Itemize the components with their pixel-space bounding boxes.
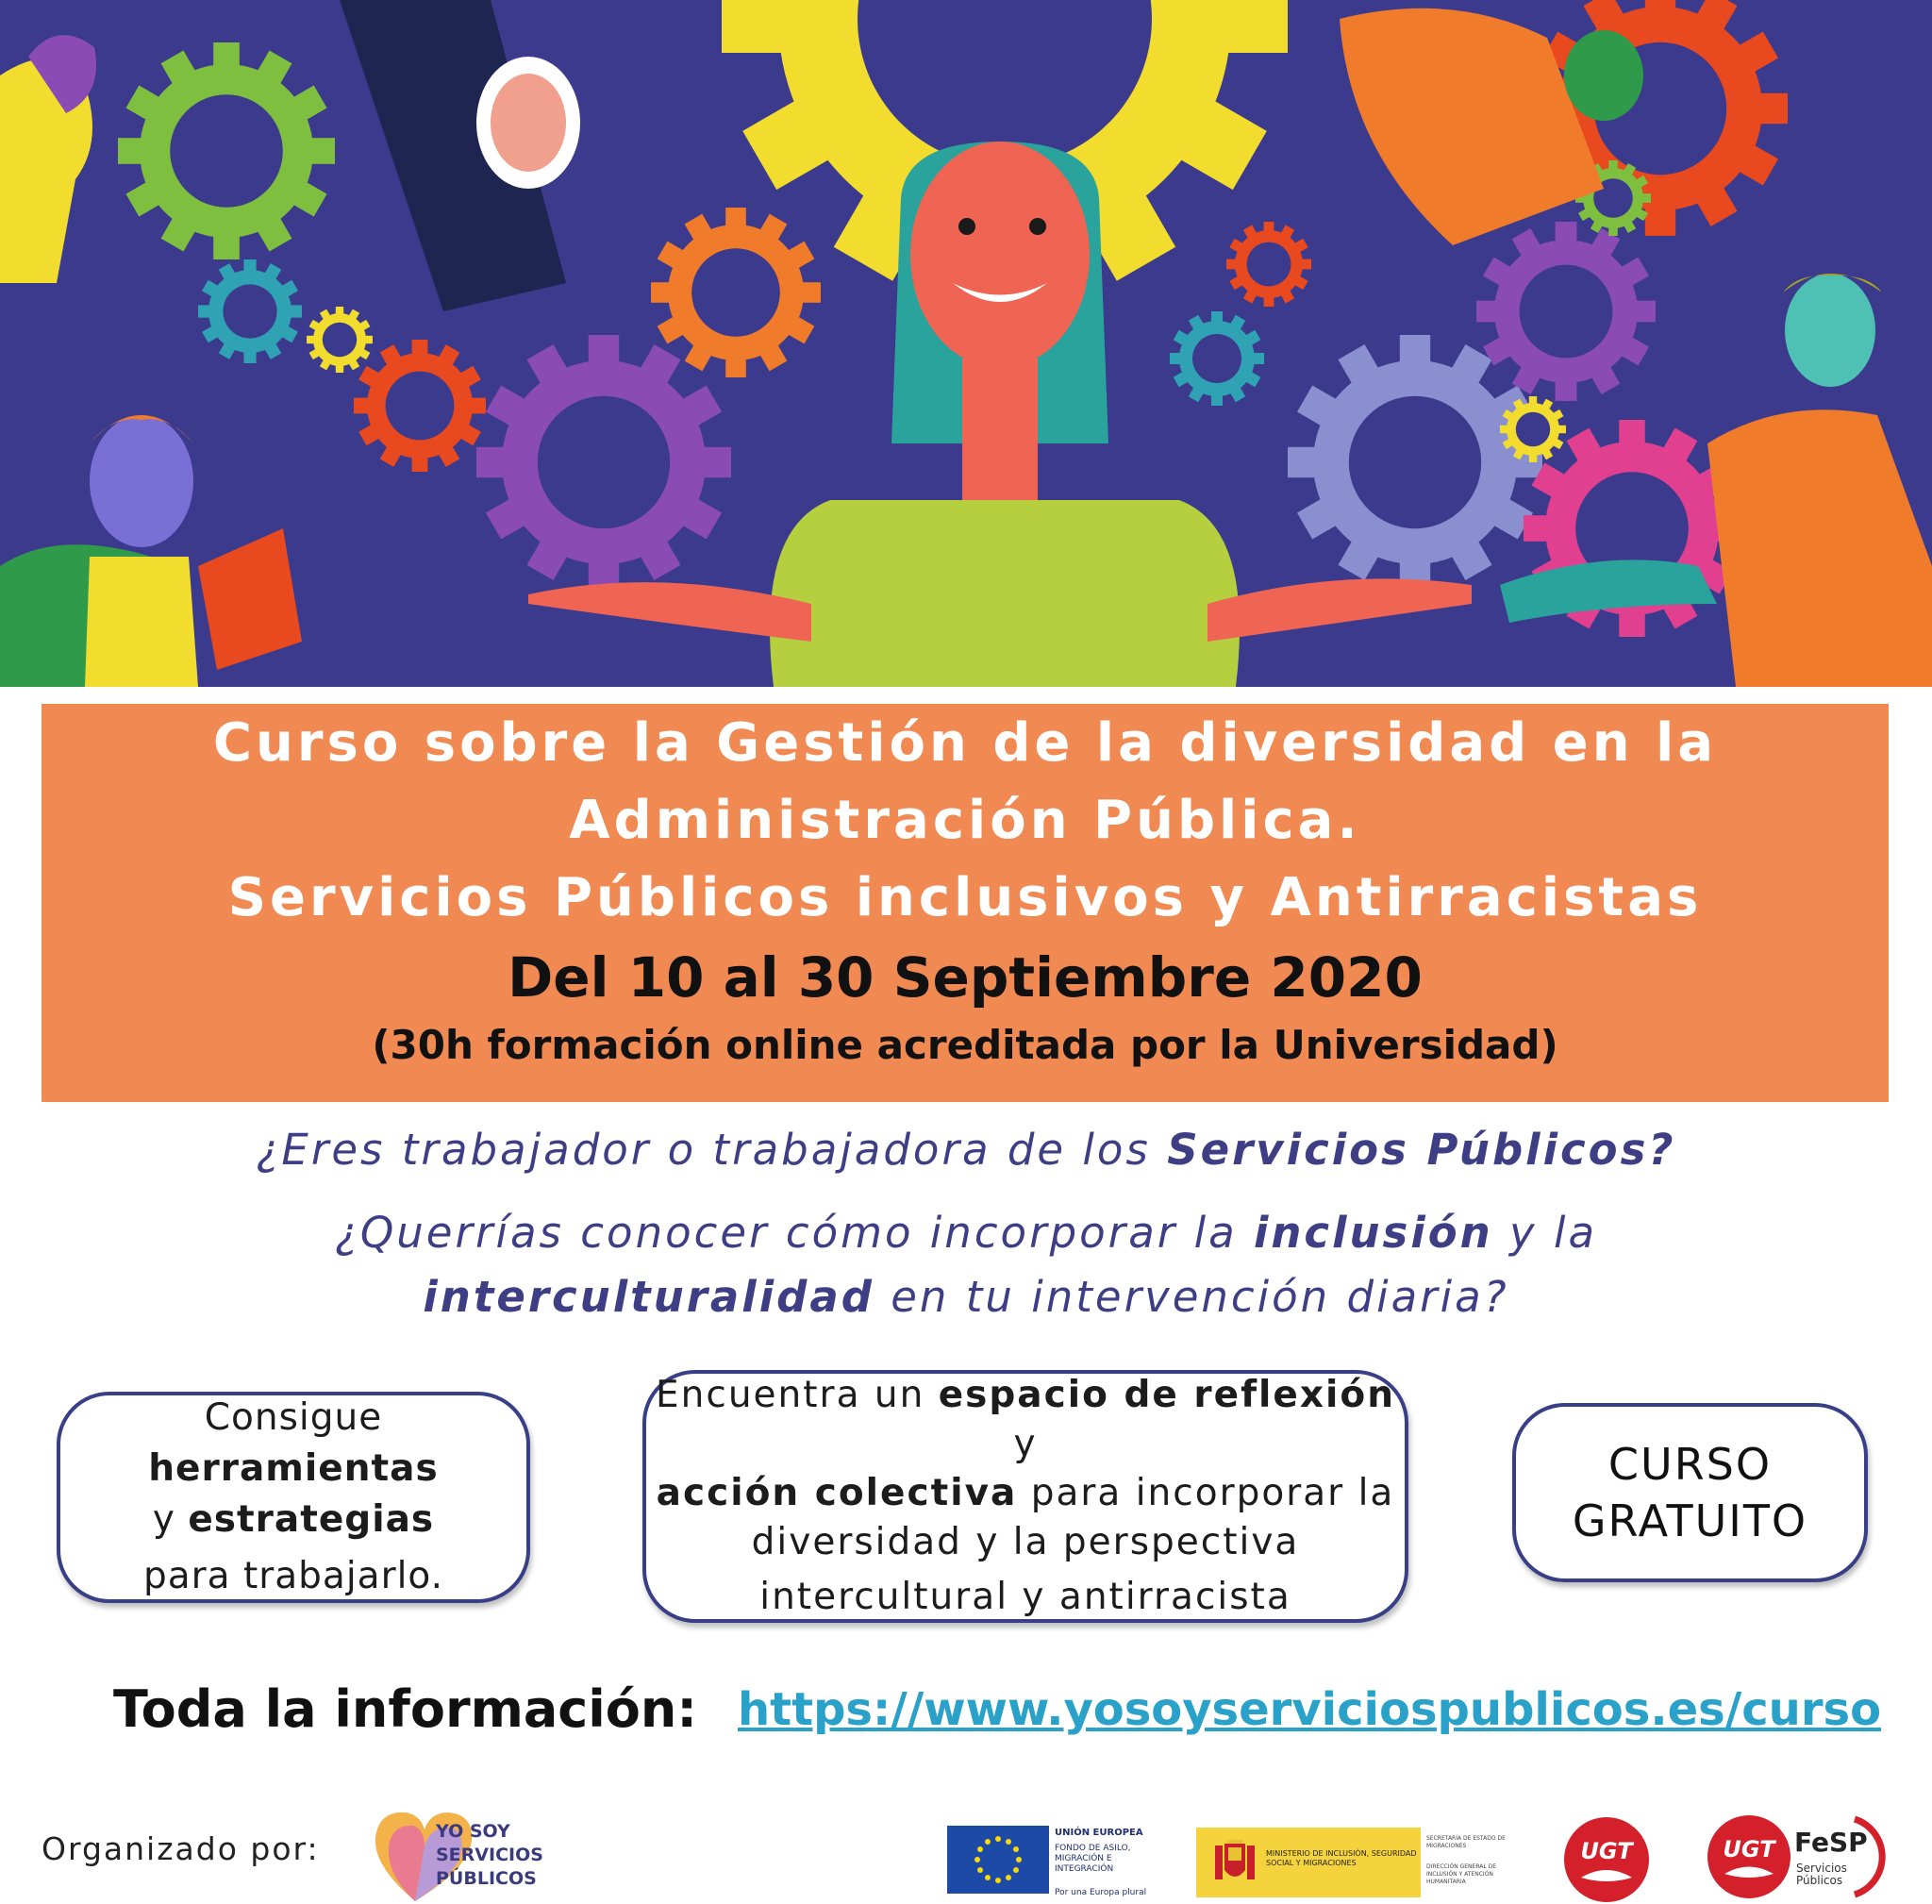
question-text: y la xyxy=(1492,1208,1598,1258)
yosoy-line: YO SOY xyxy=(436,1821,510,1842)
fesp-subtitle xyxy=(1796,1862,1847,1887)
course-title-line-2: Administración Pública. xyxy=(569,790,1361,851)
question-emphasis: interculturalidad xyxy=(423,1272,874,1322)
course-link[interactable]: https://www.yosoyserviciospublicos.es/curso xyxy=(738,1683,1882,1736)
box-emphasis: herramientas xyxy=(148,1447,439,1490)
title-banner xyxy=(42,704,1889,1102)
ugt-wordmark: UGT xyxy=(1723,1836,1775,1862)
spanish-coat-of-arms-icon xyxy=(1211,1838,1258,1887)
tools-box xyxy=(57,1392,530,1603)
tools-line-3: para trabajarlo. xyxy=(142,1555,444,1597)
ugt-wordmark: UGT xyxy=(1580,1838,1633,1864)
box-emphasis: espacio de reflexión xyxy=(938,1374,1395,1416)
question-text: ¿Eres trabajador o trabajadora de los xyxy=(256,1125,1168,1175)
info-label: Toda la información: xyxy=(113,1679,697,1739)
question-text: ¿Querrías conocer cómo incorporar la xyxy=(334,1208,1254,1258)
fesp-wordmark: FeSP xyxy=(1794,1827,1868,1858)
question-inclusion xyxy=(0,1208,1932,1258)
fesp-sub-line: Públicos xyxy=(1796,1874,1843,1887)
secretaria-label: SECRETARÍA DE ESTADO DE MIGRACIONES xyxy=(1426,1835,1506,1849)
course-format: (30h formación online acreditada por la Universidad) xyxy=(372,1022,1558,1068)
box-text: Consigue xyxy=(204,1396,383,1439)
reflection-line-4: intercultural y antirracista xyxy=(759,1576,1291,1618)
reflection-line-1 xyxy=(646,1371,1405,1469)
course-title-line-3: Servicios Públicos inclusivos y Antirracistas xyxy=(227,867,1703,928)
yosoy-line: SERVICIOS xyxy=(436,1845,543,1865)
eu-title: UNIÓN EUROPEA xyxy=(1055,1828,1143,1838)
free-line-2: GRATUITO xyxy=(1572,1495,1808,1546)
free-line-1: CURSO xyxy=(1607,1439,1773,1490)
box-text: y xyxy=(152,1498,189,1541)
eu-logo-text xyxy=(1055,1828,1160,1898)
hero-illustration xyxy=(0,0,1932,687)
box-emphasis: acción colectiva xyxy=(656,1472,1018,1514)
box-emphasis: estrategias xyxy=(188,1498,435,1541)
question-interculturality xyxy=(0,1272,1932,1322)
organized-by-label: Organizado por: xyxy=(42,1830,320,1867)
course-dates: Del 10 al 30 Septiembre 2020 xyxy=(508,945,1423,1010)
question-text: en tu intervención diaria? xyxy=(874,1272,1509,1322)
question-workers xyxy=(0,1125,1932,1175)
eu-flag-icon xyxy=(947,1826,1049,1894)
ministry-name: MINISTERIO DE INCLUSIÓN, SEGURIDAD SOCIAL Y MIGRACIONES xyxy=(1266,1849,1417,1867)
question-emphasis: inclusión xyxy=(1253,1208,1493,1258)
yosoy-line: PÚBLICOS xyxy=(436,1868,537,1889)
box-text: y xyxy=(1013,1423,1038,1465)
tools-line-1 xyxy=(60,1393,526,1495)
direccion-label: DIRECCIÓN GENERAL DE INCLUSIÓN Y ATENCIÓN HUMANITARIA xyxy=(1426,1863,1497,1885)
ugt-logo-icon xyxy=(1562,1815,1651,1904)
eu-fund: FONDO DE ASILO, MIGRACIÓN E INTEGRACIÓN xyxy=(1055,1844,1131,1874)
ministry-secretariat xyxy=(1426,1835,1521,1886)
question-emphasis: Servicios Públicos? xyxy=(1167,1125,1676,1175)
box-text: Encuentra un xyxy=(656,1374,939,1416)
fesp-sub-line: Servicios xyxy=(1796,1862,1847,1875)
course-title-line-1: Curso sobre la Gestión de la diversidad en la xyxy=(212,712,1718,774)
yosoy-logo-text xyxy=(436,1820,543,1891)
eu-slogan: Por una Europa plural xyxy=(1055,1888,1147,1897)
box-text: para incorporar la xyxy=(1017,1472,1395,1514)
reflection-box xyxy=(642,1370,1408,1623)
reflection-line-3: diversidad y la perspectiva xyxy=(751,1521,1300,1563)
free-course-badge xyxy=(1512,1403,1868,1582)
tools-line-2 xyxy=(60,1495,526,1545)
reflection-line-2 xyxy=(646,1469,1405,1518)
